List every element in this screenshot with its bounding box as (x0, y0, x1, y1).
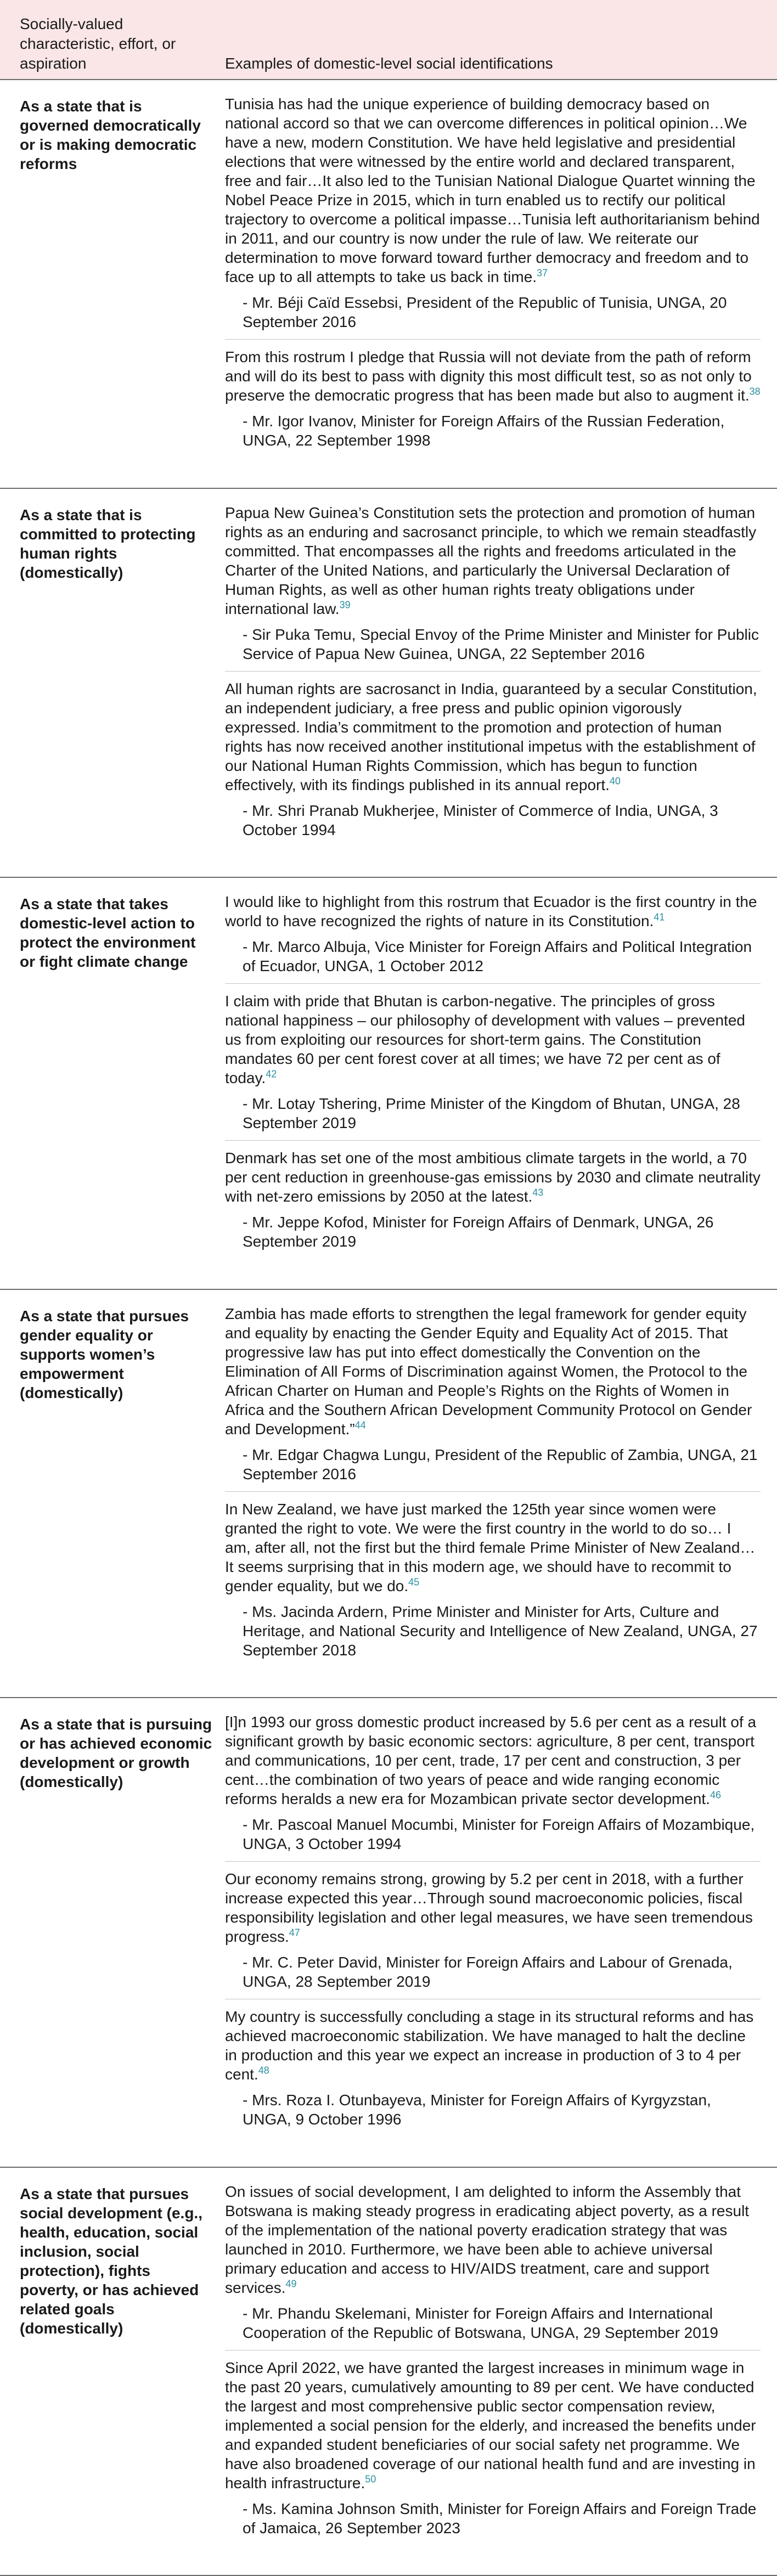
quote-attribution: - Ms. Kamina Johnson Smith, Minister for Foreign Affairs and Foreign Trade of Jamaica, 26 September 2023 (243, 2500, 757, 2536)
footnote-marker[interactable]: 41 (654, 911, 665, 923)
row-label: As a state that pursues social development (e.g., health, education, social inclusion, social protection), fights poverty, or has achieved related goals (domestically) (20, 2185, 202, 2337)
quote-attribution: - Mr. C. Peter David, Minister for Foreign Affairs and Labour of Grenada, UNGA, 28 September 2019 (243, 1954, 733, 1990)
quote-attribution: - Mrs. Roza I. Otunbayeva, Minister for Foreign Affairs of Kyrgyzstan, UNGA, 9 October 1996 (243, 2092, 711, 2128)
quote-entry (225, 1491, 761, 1660)
quote-entry (225, 503, 761, 663)
footnote-marker[interactable]: 47 (289, 1927, 300, 1938)
quote-text: Tunisia has had the unique experience of building democracy based on national accord so that we can overcome differences in political opinion…We have a new, modern Constitution. We have held legislative and presidential elections that were witnessed by the entire world and declared transparent, free and fair…It also led to the Tunisian National Dialogue Quartet winning the Nobel Peace Prize in 2015, which in turn enabled us to rectify our political trajectory to overcome a political impasse…Tunisia left authoritarianism behind in 2011, and our country is now under the rule of law. We reiterate our determination to move forward toward further democracy and freedom and to face up to all attempts to take us back in time.$^{37}$ (225, 95, 760, 285)
footnote-marker[interactable]: 37 (537, 267, 548, 279)
footnote-marker[interactable]: 50 (365, 2473, 376, 2485)
quote-entry (225, 2350, 761, 2538)
row-label: As a state that is governed democratically or is making democratic reforms (20, 98, 201, 172)
quote-entry (225, 1140, 761, 1251)
quote-text: Our economy remains strong, growing by 5.2 per cent in 2018, with a further increase expected this year…Through sound macroeconomic policies, fiscal responsibility legislation and other legal measures, we have seen tremendous progress.$^{47}$ (225, 1870, 753, 1945)
footnote-marker[interactable]: 39 (339, 599, 351, 611)
footnote-marker[interactable]: 45 (408, 1576, 420, 1588)
quote-entry (225, 94, 761, 331)
header-examples: Examples of domestic-level social identifications (225, 55, 553, 72)
quote-attribution: - Mr. Igor Ivanov, Minister for Foreign Affairs of the Russian Federation, UNGA, 22 September 1998 (243, 413, 725, 449)
quote-text: In New Zealand, we have just marked the 125th year since women were granted the right to vote. We were the first country in the world to do so… I am, after all, not the first but the third female Prime Minister of New Zealand…It seems surprising that in this modern age, we should have to recommit to gender equality, but we do.$^{45}$ (225, 1500, 756, 1594)
quote-entry (225, 2182, 761, 2342)
row-examples (222, 1698, 777, 2167)
table-row (0, 2168, 777, 2576)
quote-entry (225, 1712, 761, 1853)
quote-attribution: - Mr. Shri Pranab Mukherjee, Minister of Commerce of India, UNGA, 3 October 1994 (243, 802, 718, 838)
row-examples (222, 80, 777, 488)
quote-entry (225, 1304, 761, 1484)
row-label: As a state that takes domestic-level action to protect the environment or fight climate change (20, 895, 196, 970)
quote-entry (225, 1999, 761, 2129)
quote-attribution: - Mr. Pascoal Manuel Mocumbi, Minister for Foreign Affairs of Mozambique, UNGA, 3 October 1994 (243, 1816, 755, 1852)
quote-text: On issues of social development, I am delighted to inform the Assembly that Botswana is making steady progress in eradicating abject poverty, as a result of the implementation of the national poverty eradication strategy that was launched in 2010. Furthermore, we have been able to achieve universal primary education and access to HIV/AIDS treatment, care and support services.$^{49}$ (225, 2183, 750, 2296)
row-label: As a state that is pursuing or has achieved economic development or growth (domestically) (20, 1716, 212, 1790)
quote-text: I claim with pride that Bhutan is carbon-negative. The principles of gross national happiness – our philosophy of development with values – prevented us from exploiting our resources for short-term gains. The Constitution mandates 60 per cent forest cover at all times; we have 72 per cent as of today.$^{42}$ (225, 993, 745, 1086)
footnote-marker[interactable]: 44 (354, 1419, 366, 1431)
row-examples (222, 2168, 777, 2575)
quote-text: I would like to highlight from this rostrum that Ecuador is the first country in the world to have recognized the rights of nature in its Constitution.$^{41}$ (225, 893, 757, 929)
row-label: As a state that is committed to protecting human rights (domestically) (20, 506, 196, 581)
quote-entry (225, 339, 761, 450)
table-row (0, 489, 777, 878)
quote-entry (225, 983, 761, 1132)
footnote-marker[interactable]: 40 (609, 775, 621, 787)
quote-attribution: - Mr. Béji Caïd Essebsi, President of the Republic of Tunisia, UNGA, 20 September 2016 (243, 294, 727, 330)
header-characteristic: Socially-valued characteristic, effort, or aspiration (20, 15, 176, 72)
table-row (0, 80, 777, 489)
table-header (0, 0, 777, 80)
quote-text: Zambia has made efforts to strengthen the legal framework for gender equity and equality by enacting the Gender Equity and Equality Act of 2015. That progressive law has put into effect domestically the Convention on the Elimination of All Forms of Discrimination against Women, the Protocol to the African Charter on Human and People’s Rights on the Rights of Women in Africa and the Southern African Development Community Protocol on Gender and Development.”$^{44}$ (225, 1305, 752, 1438)
row-examples (222, 1290, 777, 1698)
table-row (0, 878, 777, 1290)
quote-text: My country is successfully concluding a stage in its structural reforms and has achieved macroeconomic stabilization. We have managed to halt the decline in production and this year we expect an increase in production of 3 to 4 per cent.$^{48}$ (225, 2008, 754, 2083)
quote-attribution: - Ms. Jacinda Ardern, Prime Minister and Minister for Arts, Culture and Heritage, and National Security and Intelligence of New Zealand, UNGA, 27 September 2018 (243, 1603, 758, 1659)
row-label: As a state that pursues gender equality or supports women’s empowerment (domestically) (20, 1307, 189, 1401)
row-examples (222, 878, 777, 1289)
quote-entry (225, 1861, 761, 1991)
quote-text: All human rights are sacrosanct in India, guaranteed by a secular Constitution, an independent judiciary, a free press and public opinion vigorously expressed. India’s commitment to the promotion and protection of human rights has now received another institutional impetus with the establishment of our National Human Rights Commission, which has begun to function effectively, with its findings published in its annual report.$^{40}$ (225, 680, 757, 793)
quote-attribution: - Sir Puka Temu, Special Envoy of the Prime Minister and Minister for Public Service of Papua New Guinea, UNGA, 22 September 2016 (243, 625, 759, 662)
table-row (0, 1290, 777, 1699)
quote-attribution: - Mr. Marco Albuja, Vice Minister for Foreign Affairs and Political Integration of Ecuador, UNGA, 1 October 2012 (243, 938, 752, 974)
quote-text: Denmark has set one of the most ambitious climate targets in the world, a 70 per cent reduction in greenhouse-gas emissions by 2030 and climate neutrality with net-zero emissions by 2050 at the latest.$^{43}$ (225, 1149, 761, 1205)
quote-text: From this rostrum I pledge that Russia will not deviate from the path of reform and will do its best to pass with dignity this most difficult test, so as not only to preserve the democratic progress that has been made but also to augment it.$^{38}$ (225, 348, 761, 404)
quote-attribution: - Mr. Lotay Tshering, Prime Minister of the Kingdom of Bhutan, UNGA, 28 September 2019 (243, 1095, 740, 1131)
footnote-marker[interactable]: 43 (532, 1187, 544, 1198)
row-examples (222, 489, 777, 877)
quote-entry (225, 671, 761, 839)
quote-attribution: - Mr. Phandu Skelemani, Minister for Foreign Affairs and International Cooperation of the Republic of Botswana, UNGA, 29 September 2019 (243, 2304, 718, 2341)
footnote-marker[interactable]: 42 (266, 1068, 277, 1080)
quote-attribution: - Mr. Edgar Chagwa Lungu, President of the Republic of Zambia, UNGA, 21 September 2016 (243, 1446, 758, 1483)
quote-text: Since April 2022, we have granted the largest increases in minimum wage in the past 20 years, cumulatively amounting to 89 per cent. We have conducted the largest and most comprehensive public sector compensation review, implemented a social pension for the elderly, and increased the benefits under and expanded student beneficiaries of our social safety net programme. We have also broadened coverage of our national health fund and are investing in health infrastructure.$^{50}$ (225, 2359, 756, 2492)
footnote-marker[interactable]: 48 (258, 2065, 269, 2076)
footnote-marker[interactable]: 46 (710, 1789, 721, 1801)
table-row (0, 1698, 777, 2168)
quote-text: [I]n 1993 our gross domestic product increased by 5.6 per cent as a result of a significant growth by basic economic sectors: agriculture, 8 per cent, transport and communications, 10 per cent, trade, 17 per cent and construction, 3 per cent…the combination of two years of peace and wide ranging economic reforms heralds a new era for Mozambican private sector development.$^{46}$ (225, 1713, 757, 1807)
footnote-marker[interactable]: 38 (749, 386, 761, 397)
footnote-marker[interactable]: 49 (285, 2278, 297, 2290)
quote-entry (225, 892, 761, 976)
quote-text: Papua New Guinea’s Constitution sets the protection and promotion of human rights as an enduring and sacrosanct principle, to which we remain steadfastly committed. That encompasses all the rights and freedoms articulated in the Charter of the United Nations, and particularly the Universal Declaration of Human Rights, as well as other human rights treaty obligations under international law.$^{39}$ (225, 504, 757, 617)
quote-attribution: - Mr. Jeppe Kofod, Minister for Foreign Affairs of Denmark, UNGA, 26 September 2019 (243, 1214, 714, 1250)
